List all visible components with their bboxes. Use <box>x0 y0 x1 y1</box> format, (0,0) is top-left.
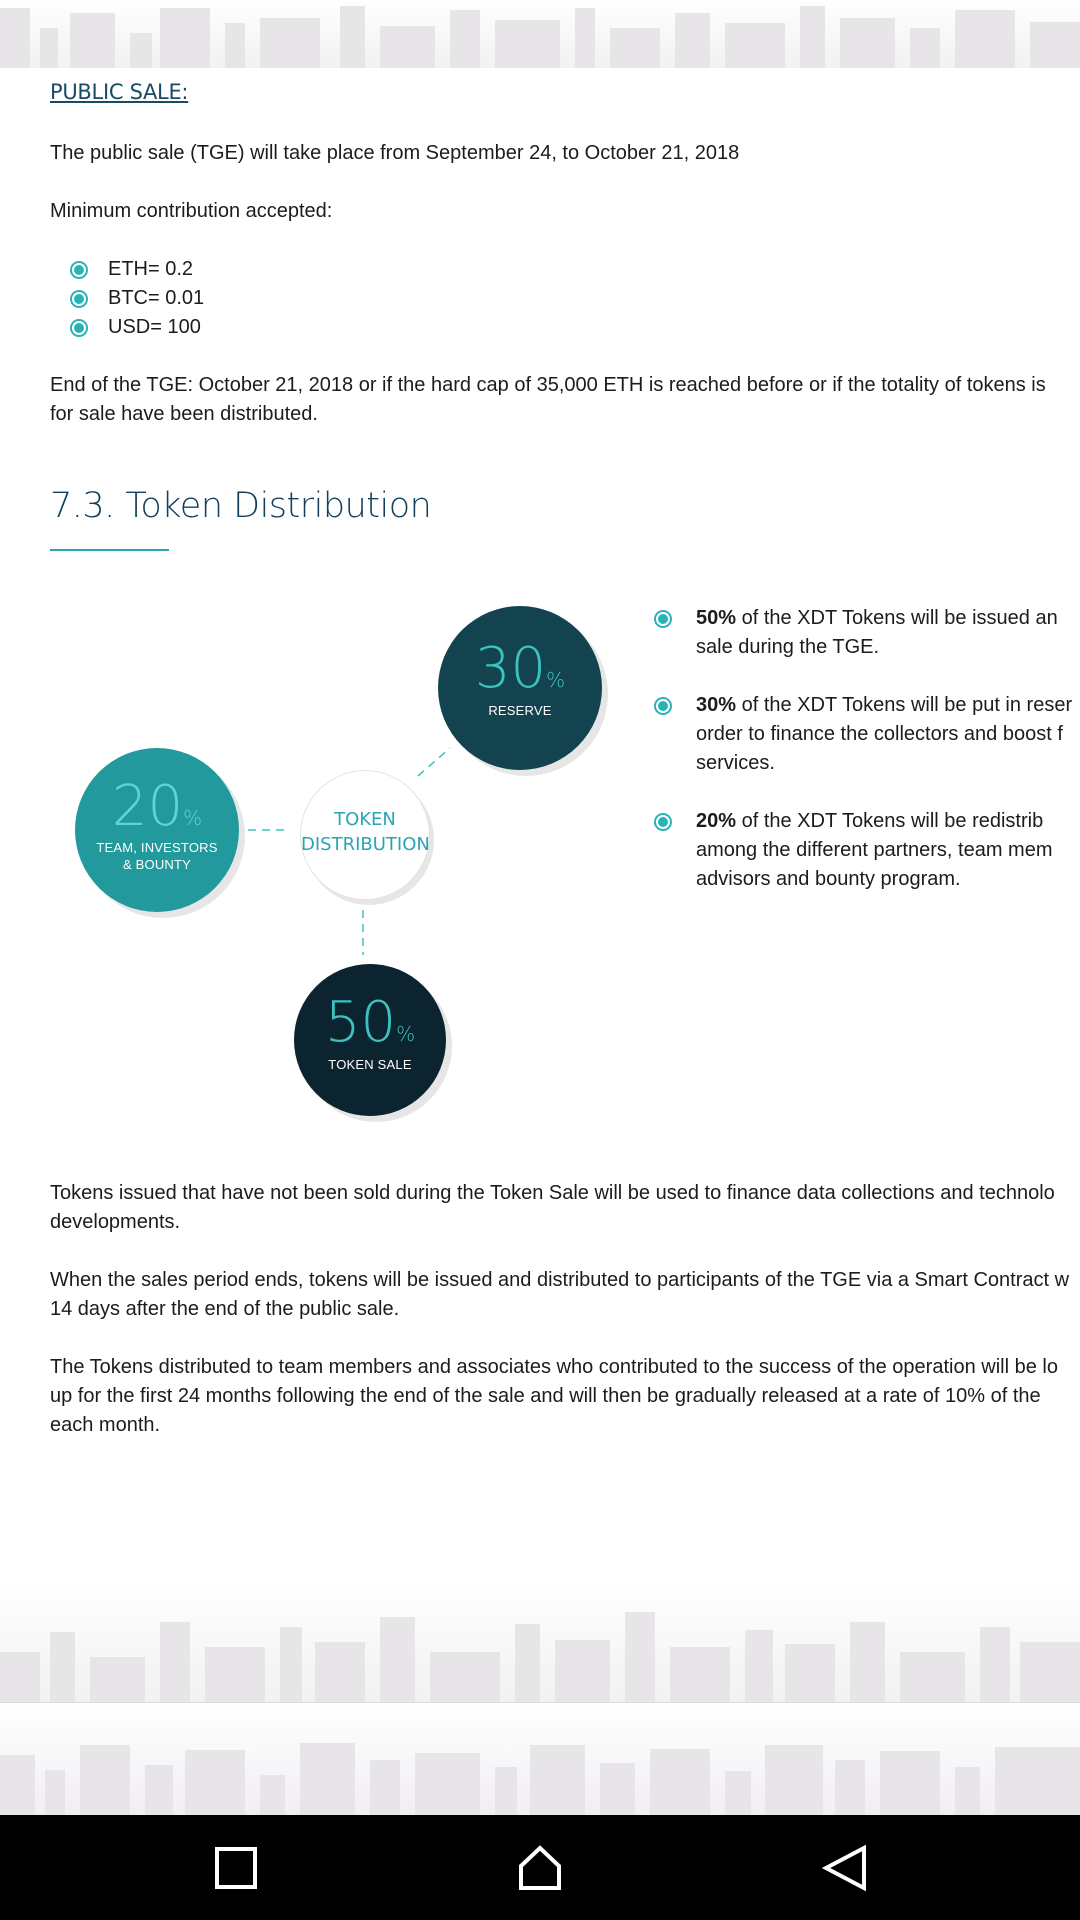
team-label-line-1: TEAM, INVESTORS <box>96 840 218 855</box>
paragraph-lockup-line-2: up for the first 24 months following the end of the sale and will then be gradually released at a rate of 10% of the <box>50 1385 1041 1407</box>
center-label-line-2: DISTRIBUTION <box>301 834 430 855</box>
team-circle <box>75 748 239 912</box>
reserve-value: 30 <box>474 636 547 701</box>
note-2-percent: 30% <box>696 694 737 716</box>
sale-unit: % <box>396 1022 416 1046</box>
token-sale-circle <box>294 964 446 1116</box>
min-eth: ETH= 0.2 <box>108 258 194 280</box>
back-button[interactable] <box>775 1815 915 1920</box>
team-unit: % <box>183 806 203 830</box>
note-3-line-1: of the XDT Tokens will be redistrib <box>736 810 1044 832</box>
minimum-contribution-label: Minimum contribution accepted: <box>50 200 333 222</box>
recent-apps-button[interactable] <box>166 1815 306 1920</box>
home-button[interactable] <box>470 1815 610 1920</box>
public-sale-dates: The public sale (TGE) will take place from September 24, to October 21, 2018 <box>50 142 740 164</box>
token-distribution-center <box>300 770 430 900</box>
reserve-circle <box>438 606 602 770</box>
skyline-decoration-next-page <box>0 1703 1080 1815</box>
paragraph-lockup-line-3: each month. <box>50 1414 161 1436</box>
paragraph-unsold-tokens-line-2: developments. <box>50 1211 181 1233</box>
tge-end-line-1: End of the TGE: October 21, 2018 or if the hard cap of 35,000 ETH is reached before or if the totality of tokens is <box>50 374 1046 396</box>
note-2-line-2: order to finance the collectors and boost f <box>696 723 1063 745</box>
list-item <box>654 691 1080 778</box>
back-icon <box>822 1845 868 1891</box>
min-usd: USD= 100 <box>108 316 201 338</box>
public-sale-heading: PUBLIC SALE: <box>50 80 189 104</box>
sale-value: 50 <box>324 990 397 1055</box>
bullet-icon <box>658 817 668 827</box>
note-3-percent: 20% <box>696 810 737 832</box>
system-navigation-bar <box>0 1815 1080 1920</box>
note-3-line-3: advisors and bounty program. <box>696 868 961 890</box>
team-label-line-2: & BOUNTY <box>122 857 192 872</box>
skyline-decoration-bottom <box>0 1580 1080 1702</box>
paragraph-lockup-line-1: The Tokens distributed to team members and associates who contributed to the success of the operation will be lo <box>50 1356 1058 1378</box>
note-3-line-2: among the different partners, team mem <box>696 839 1053 861</box>
note-2-line-3: services. <box>696 752 775 774</box>
note-1-line-1: of the XDT Tokens will be issued an <box>736 607 1058 629</box>
list-item <box>654 604 1080 662</box>
reserve-label: RESERVE <box>488 703 552 718</box>
center-label-line-1: TOKEN <box>334 809 396 830</box>
note-2-line-1: of the XDT Tokens will be put in reser <box>736 694 1073 716</box>
home-icon <box>517 1845 563 1891</box>
paragraph-unsold-tokens-line-1: Tokens issued that have not been sold during the Token Sale will be used to finance data collections and technolo <box>50 1182 1055 1204</box>
reserve-unit: % <box>546 668 566 692</box>
note-1-percent: 50% <box>696 607 737 629</box>
sale-label: TOKEN SALE <box>328 1057 412 1072</box>
min-btc: BTC= 0.01 <box>108 287 205 309</box>
paragraph-distribution-line-2: 14 days after the end of the public sale. <box>50 1298 400 1320</box>
recent-apps-icon <box>214 1846 258 1890</box>
tge-end-line-2: for sale have been distributed. <box>50 403 318 425</box>
distribution-notes <box>654 604 1080 923</box>
section-title: 7.3. Token Distribution <box>50 486 432 526</box>
team-value: 20 <box>111 774 184 839</box>
bullet-icon <box>658 701 668 711</box>
list-item <box>654 807 1080 894</box>
paragraph-distribution-line-1: When the sales period ends, tokens will be issued and distributed to participants of the TGE via a Smart Contract w <box>50 1269 1070 1291</box>
note-1-line-2: sale during the TGE. <box>696 636 880 658</box>
bullet-icon <box>658 614 668 624</box>
